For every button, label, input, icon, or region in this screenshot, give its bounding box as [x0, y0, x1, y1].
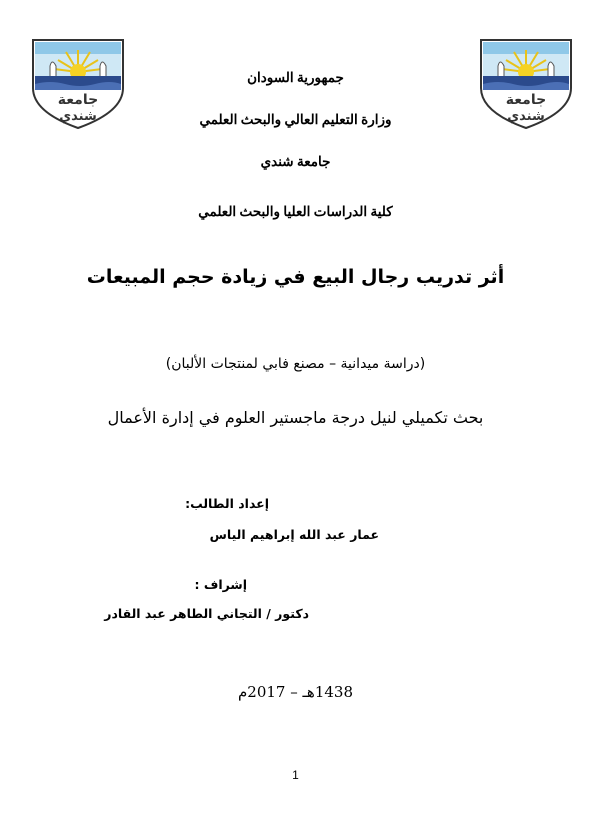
thesis-title: أثر تدريب رجال البيع في زيادة حجم المبيعات: [86, 266, 505, 288]
svg-text:جامعة: جامعة: [57, 92, 99, 108]
supervisor-label: إشراف :: [194, 577, 247, 592]
student-label: إعداد الطالب:: [185, 496, 269, 511]
date-line: 1438هـ – 2017م: [237, 683, 353, 701]
svg-text:شندي: شندي: [507, 109, 545, 124]
svg-text:جامعة: جامعة: [505, 92, 547, 108]
country-heading: جمهورية السودان: [247, 70, 344, 85]
thesis-subtitle: (دراسة ميدانية – مصنع فابي لمنتجات الألبان): [165, 356, 426, 372]
ministry-heading: وزارة التعليم العالي والبحث العلمي: [199, 112, 392, 127]
college-heading: كلية الدراسات العليا والبحث العلمي: [198, 204, 393, 219]
supervisor-name: دكتور / التجاني الطاهر عبد القادر: [104, 606, 309, 621]
svg-text:شندي: شندي: [59, 109, 97, 124]
student-name: عمار عبد الله إبراهيم الياس: [209, 527, 379, 542]
degree-statement: بحث تكميلي لنيل درجة ماجستير العلوم في إدارة الأعمال: [107, 408, 484, 427]
university-heading: جامعة شندي: [260, 154, 331, 169]
page-number: 1: [292, 768, 299, 782]
